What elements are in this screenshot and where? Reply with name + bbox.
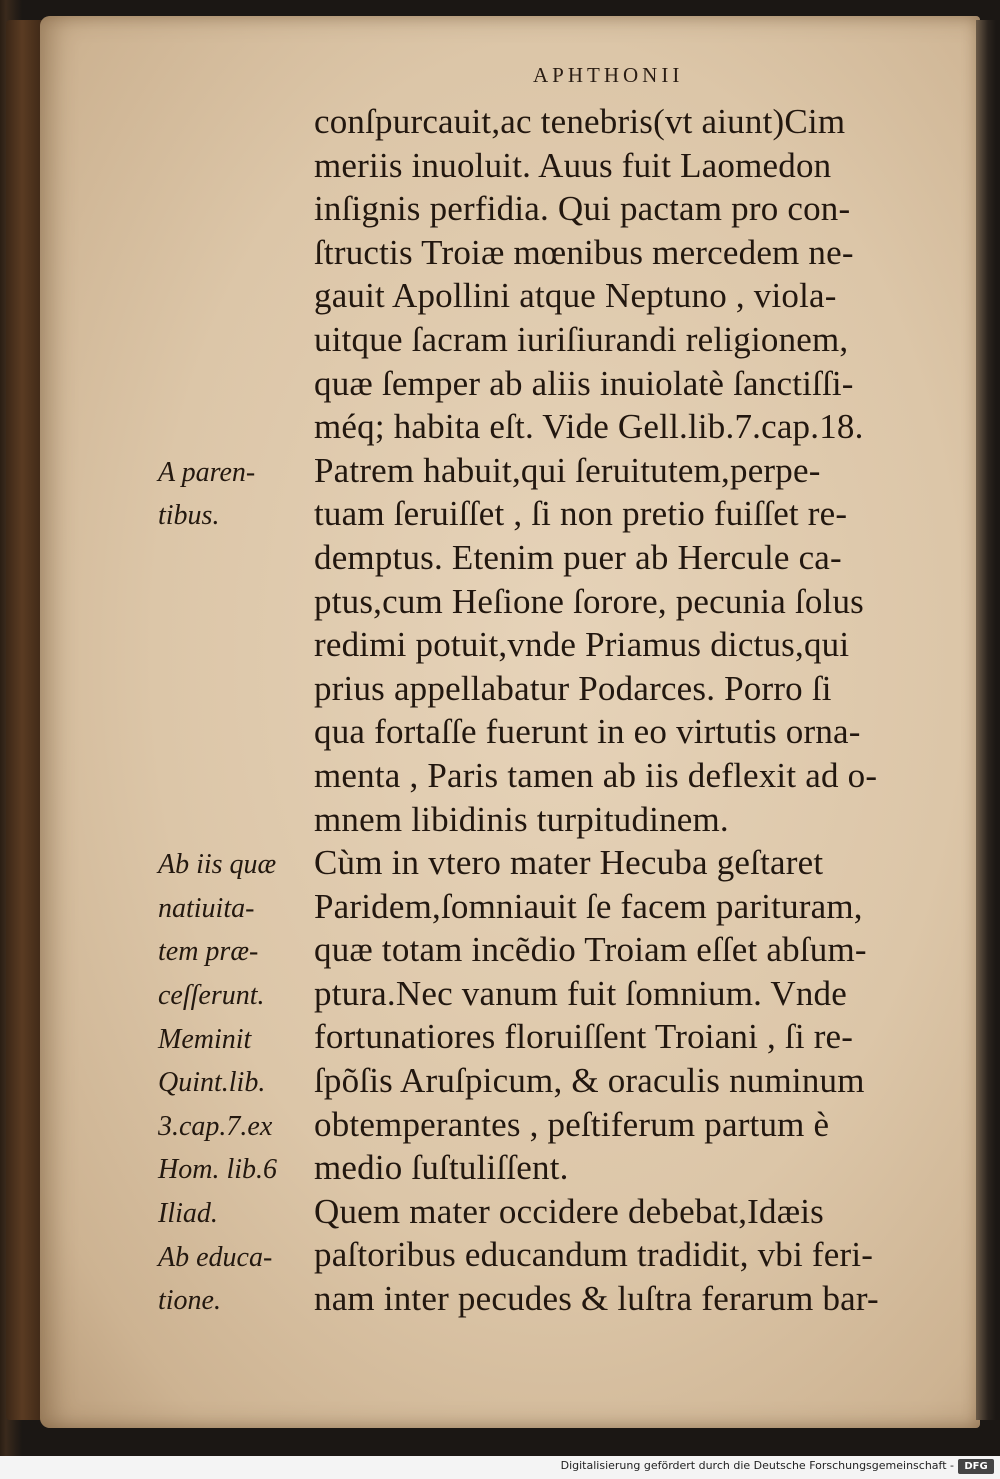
text-line: méq; habita eſt. Vide Gell.lib.7.cap.18. <box>314 407 864 447</box>
text-line: uitque ſacram iuriſiurandi religionem, <box>314 319 849 359</box>
text-line: ptura.Nec vanum fuit ſomnium. Vnde <box>314 973 847 1013</box>
footer-bar <box>0 1456 1000 1479</box>
text-line: conſpurcauit,ac tenebris(vt aiunt)Cim <box>314 102 846 141</box>
text-line: ſpõſis Aruſpicum, & oraculis numinum <box>314 1061 865 1101</box>
text-line: meriis inuoluit. Auus fuit Laomedon <box>314 145 832 185</box>
text-line: redimi potuit,vnde Priamus dictus,qui <box>314 625 850 665</box>
text-line: inſignis perfidia. Qui pactam pro con- <box>314 189 851 229</box>
margin-note: Ab iis quæ natiuita- tem præ- ceſſerunt. Meminit Quint.lib. 3.cap.7.ex Hom. lib.6 Iliad. <box>158 849 277 1229</box>
text-line: fortunatiores floruiſſent Troiani , ſi re- <box>314 1017 854 1057</box>
text-line: quæ ſemper ab aliis inuiolatè ſanctiſſi- <box>314 363 854 403</box>
dfg-logo: DFG <box>958 1459 994 1474</box>
margin-note: A paren- tibus. <box>158 456 256 532</box>
text-line: Cùm in vtero mater Hecuba geſtaret <box>314 843 824 883</box>
running-head: APHTHONII <box>533 63 684 87</box>
text-line: demptus. Etenim puer ab Hercule ca- <box>314 537 842 577</box>
text-line: mnem libidinis turpitudinem. <box>314 799 729 839</box>
margin-note: Ab educa- tione. <box>158 1241 273 1317</box>
text-line: ſtructis Troiæ mœnibus mercedem ne- <box>314 232 854 272</box>
text-line: obtemperantes , peſtiferum partum è <box>314 1104 830 1144</box>
text-line: gauit Apollini atque Neptuno , viola- <box>314 276 837 316</box>
text-line: tuam ſeruiſſet , ſi non pretio fuiſſet re- <box>314 494 848 534</box>
text-line: Quem mater occidere debebat,Idæis <box>314 1191 824 1231</box>
body-text <box>314 100 986 1321</box>
text-line: Paridem,ſomniauit ſe facem parituram, <box>314 886 863 926</box>
text-line: paſtoribus educandum tradidit, vbi feri- <box>314 1235 874 1275</box>
text-line: medio ſuſtuliſſent. <box>314 1148 569 1188</box>
text-line: ptus,cum Heſione ſorore, pecunia ſolus <box>314 581 864 621</box>
text-line: nam inter pecudes & luſtra ferarum bar- <box>314 1279 879 1319</box>
text-line: qua fortaſſe fuerunt in eo virtutis orna- <box>314 712 861 752</box>
text-line: prius appellabatur Podarces. Porro ſi <box>314 668 832 708</box>
text-line: Patrem habuit,qui ſeruitutem,perpe- <box>314 450 821 490</box>
footer-credit: Digitalisierung gefördert durch die Deutsche Forschungsgemeinschaft - <box>560 1459 954 1472</box>
text-line: quæ totam incẽdio Troiam eſſet abſum- <box>314 930 867 970</box>
text-line: menta , Paris tamen ab iis deflexit ad o- <box>314 755 878 795</box>
